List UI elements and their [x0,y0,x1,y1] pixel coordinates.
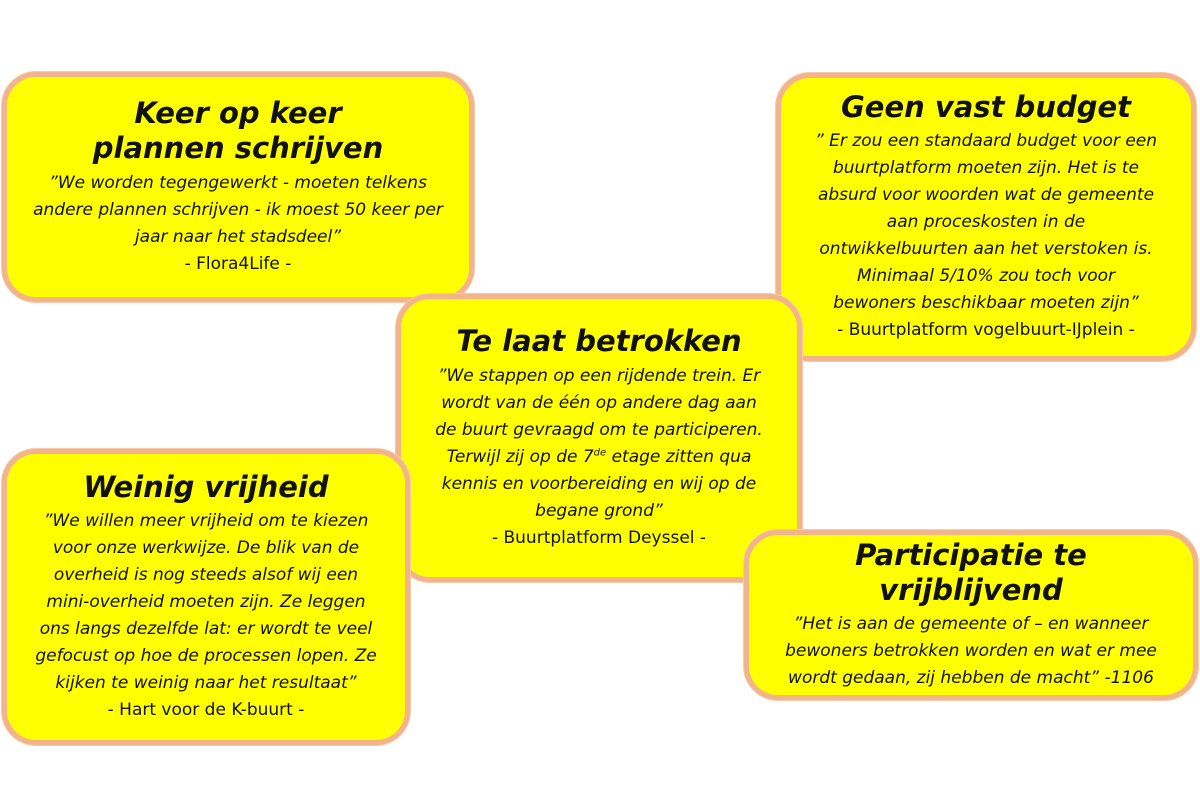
card-author: - Flora4Life - [184,253,292,274]
card-quote: ”We worden tegengewerkt - moeten telkens andere plannen schrijven - ik moest 50 keer per jaar naar het stadsdeel” [33,172,443,247]
card-author: - Buurtplatform Deyssel - [491,527,707,548]
card-quote: ”Het is aan de gemeente of – en wanneer bewoners betrokken worden en wat er mee wordt gedaan, zij hebben de macht” -1106 [785,614,1157,689]
card-title: Te laat betrokken [456,324,742,359]
card-te-laat-betrokken [396,294,802,582]
card-quote: ”We willen meer vrijheid om te kiezen voor onze werkwijze. De blik van de overheid is nog steeds alsof wij een mini-overheid moeten zijn. Ze leggen ons langs dezelfde lat: er wordt te veel gefocust op hoe de processen lopen. Ze kijken te weinig naar het resultaat” [35,511,377,694]
card-quote [435,363,763,525]
card-author: - Hart voor de K-buurt - [107,700,305,721]
card-quote-part-1: ”We stappen op een rijdende trein. Er wordt van de één op andere dag aan de buurt gevraagd om te participeren. Terwijl zij op de 7 [435,365,763,467]
card-geen-vast-budget [776,73,1196,361]
card-title: Geen vast budget [840,89,1132,124]
card-quote-part-2: etage zitten qua kennis en voorbereiding en wij op de begane grond” [441,446,757,521]
card-title: Weinig vrijheid [83,469,329,504]
card-participatie-te-vrijblijvend [744,530,1198,700]
card-title: Participatie te vrijblijvend [855,537,1087,607]
card-keer-op-keer-plannen-schrijven [2,72,474,302]
card-quote-superscript: de [593,447,607,459]
card-author: - Buurtplatform vogelbuurt-IJplein - [837,320,1135,341]
card-weinig-vrijheid [2,449,410,745]
card-title: Keer op keer plannen schrijven [92,96,384,165]
card-quote: ” Er zou een standaard budget voor een buurtplatform moeten zijn. Het is te absurd voor woorden wat de gemeente aan proceskosten in de ontwikkelbuurten aan het verstoken is. Minimaal 5/10% zou toch voor bewoners beschikbaar moeten zijn” [814,131,1158,314]
